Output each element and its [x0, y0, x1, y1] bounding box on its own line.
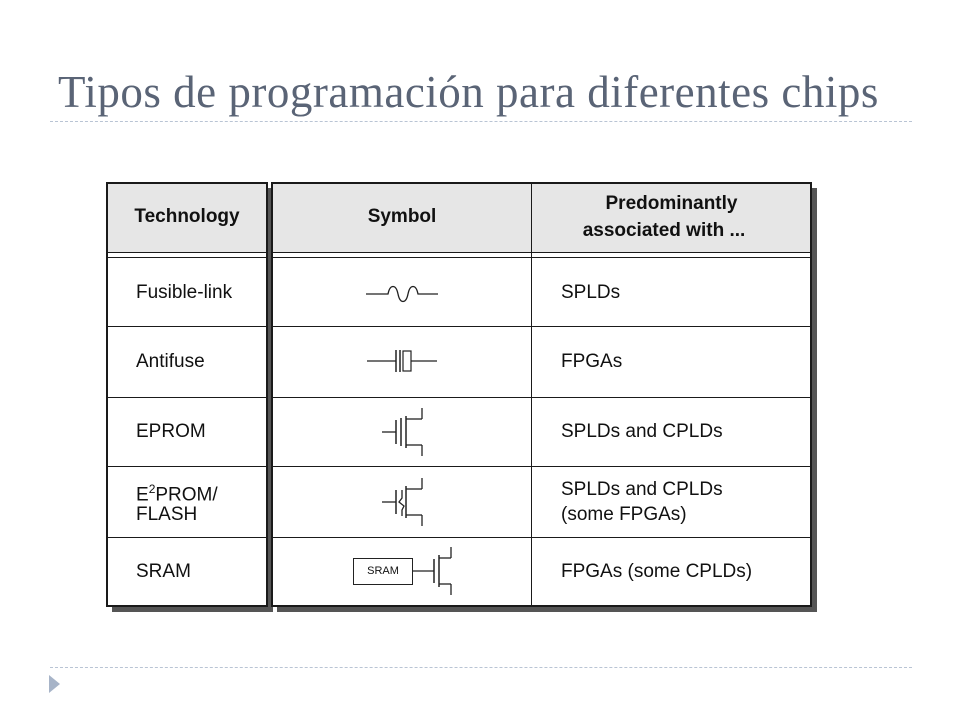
- row-divider: [106, 397, 268, 398]
- row-antifuse-associated: FPGAs: [561, 351, 623, 372]
- row-divider: [271, 326, 812, 327]
- header-technology: Technology: [134, 206, 240, 227]
- eeprom-transistor-icon: [378, 476, 428, 528]
- row-sram-technology: SRAM: [136, 561, 191, 582]
- column-divider: [531, 184, 532, 605]
- row-eprom-technology: EPROM: [136, 421, 206, 442]
- title-divider: [50, 121, 912, 122]
- row-fusible-link-associated: SPLDs: [561, 282, 621, 303]
- floating-gate-transistor-icon: [378, 406, 428, 458]
- row-divider: [106, 326, 268, 327]
- fuse-icon: [360, 282, 440, 306]
- row-eeprom-associated-line1: SPLDs and CPLDs: [561, 479, 723, 500]
- header-associated-line2: associated with ...: [582, 220, 746, 241]
- row-divider: [271, 537, 812, 538]
- row-divider: [106, 537, 268, 538]
- header-associated-line1: Predominantly: [605, 193, 738, 214]
- slide-title: Tipos de programación para diferentes chips: [58, 67, 879, 117]
- triangle-bullet-icon: [49, 675, 60, 693]
- row-eeprom-technology-line2: FLASH: [136, 504, 198, 525]
- technology-suffix: PROM/: [155, 484, 218, 506]
- row-divider: [106, 466, 268, 467]
- footer-divider: [50, 667, 912, 668]
- row-fusible-link-technology: Fusible-link: [136, 282, 233, 303]
- header-rule: [106, 257, 268, 258]
- sram-transistor-icon: [412, 545, 460, 597]
- antifuse-icon: [364, 346, 440, 376]
- row-divider: [271, 397, 812, 398]
- technology-superscript: 2: [148, 482, 156, 496]
- row-divider: [271, 466, 812, 467]
- technology-prefix: E: [136, 484, 149, 506]
- row-sram-associated: FPGAs (some CPLDs): [561, 561, 753, 582]
- row-eeprom-associated-line2: (some FPGAs): [561, 504, 687, 525]
- row-eprom-associated: SPLDs and CPLDs: [561, 421, 723, 442]
- header-rule: [106, 252, 268, 253]
- header-rule: [271, 257, 812, 258]
- header-symbol: Symbol: [367, 206, 437, 227]
- row-antifuse-technology: Antifuse: [136, 351, 205, 372]
- sram-box: SRAM: [353, 558, 413, 585]
- header-rule: [271, 252, 812, 253]
